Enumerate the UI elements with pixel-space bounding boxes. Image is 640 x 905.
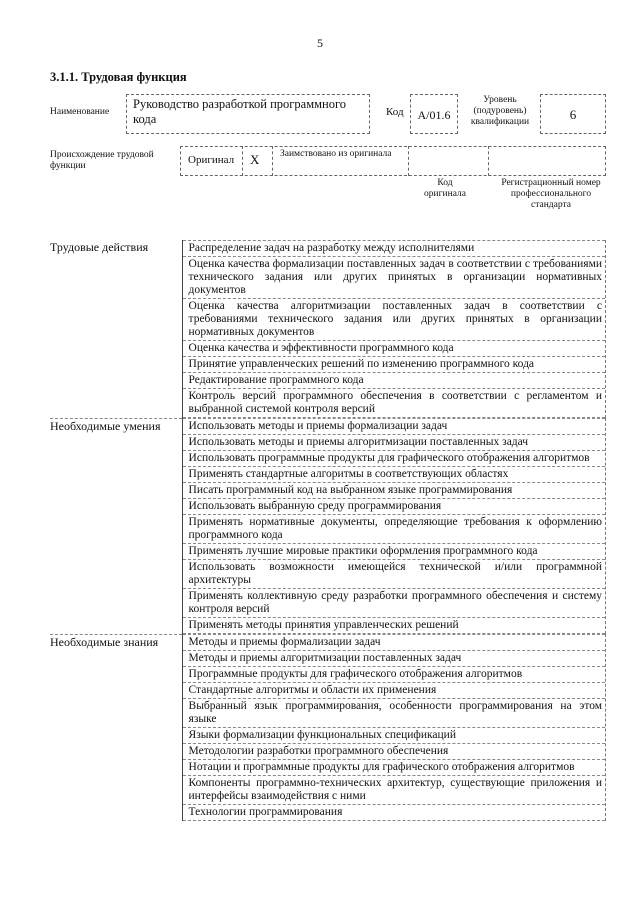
code-label: Код xyxy=(386,106,404,118)
table-cell: Распределение задач на разработку между исполнителями xyxy=(183,240,605,257)
section-title-cell: Трудовые действия xyxy=(50,240,149,254)
name-label: Наименование xyxy=(50,107,110,117)
section-items xyxy=(182,634,606,821)
original-mark: X xyxy=(250,152,260,167)
origin-divider xyxy=(272,146,273,176)
original-label: Оригинал xyxy=(188,154,235,166)
table-section xyxy=(50,634,606,821)
origin-divider xyxy=(408,146,409,176)
table-cell: Принятие управленческих решений по изменению программного кода xyxy=(183,357,605,373)
section-title-cell: Необходимые знания xyxy=(50,634,182,821)
table-cell: Применять стандартные алгоритмы в соответствующих областях xyxy=(183,467,605,483)
section-title-cell: Необходимые умения xyxy=(50,418,182,634)
origin-divider xyxy=(488,146,489,176)
origin-label: Происхождение трудовой функции xyxy=(50,150,154,171)
table-cell: Применять лучшие мировые практики оформления программного кода xyxy=(183,544,605,560)
table-cell: Применять нормативные документы, определяющие требования к оформлению программного кода xyxy=(183,515,605,544)
table-cell: Методологии разработки программного обеспечения xyxy=(183,744,605,760)
table-cell: Писать программный код на выбранном языке программирования xyxy=(183,483,605,499)
table-cell: Оценка качества и эффективности программного кода xyxy=(183,341,605,357)
page-number: 5 xyxy=(317,36,323,50)
code-original-label: Код оригинала xyxy=(424,178,466,199)
table-cell: Использовать методы и приемы формализации задач xyxy=(183,418,605,435)
table-cell: Стандартные алгоритмы и области их применения xyxy=(183,683,605,699)
qualification-level-label: Уровень (подуровень) квалификации xyxy=(470,95,530,127)
table-cell: Использовать методы и приемы алгоритмизации поставленных задач xyxy=(183,435,605,451)
table-cell: Использовать выбранную среду программирования xyxy=(183,499,605,515)
table-cell: Контроль версий программного обеспечения в соответствии с регламентом и выбранной системой контроля версий xyxy=(183,389,605,418)
table-cell: Технологии программирования xyxy=(183,805,605,821)
table-cell: Языки формализации функциональных спецификаций xyxy=(183,728,605,744)
table-cell: Компоненты программно-технических архитектур, существующие приложения и интерфейсы взаимодействия с ними xyxy=(183,776,605,805)
function-name-field: Руководство разработкой программного кода xyxy=(126,94,370,134)
origin-divider xyxy=(242,146,243,176)
borrowed-label: Заимствовано из оригинала xyxy=(280,149,392,159)
section-items xyxy=(182,240,606,418)
table-cell: Программные продукты для графического отображения алгоритмов xyxy=(183,667,605,683)
table-section xyxy=(50,418,606,634)
competency-table xyxy=(50,240,606,821)
code-field: А/01.6 xyxy=(410,94,458,134)
table-cell: Применять коллективную среду разработки программного обеспечения и систему контроля версий xyxy=(183,589,605,618)
table-cell: Использовать программные продукты для графического отображения алгоритмов xyxy=(183,451,605,467)
table-cell: Использовать возможности имеющейся технической и/или программной архитектуры xyxy=(183,560,605,589)
table-section xyxy=(50,240,606,418)
table-cell: Методы и приемы формализации задач xyxy=(183,634,605,651)
table-cell: Применять методы принятия управленческих решений xyxy=(183,618,605,634)
table-cell: Редактирование программного кода xyxy=(183,373,605,389)
qualification-level-field: 6 xyxy=(540,94,606,134)
table-cell: Нотации и программные продукты для графического отображения алгоритмов xyxy=(183,760,605,776)
section-items xyxy=(182,418,606,634)
table-cell: Оценка качества алгоритмизации поставленных задач в соответствии с требованиями технического задания или других принятых в организации нормативных документов xyxy=(183,299,605,341)
section-title: 3.1.1. Трудовая функция xyxy=(50,70,187,84)
table-cell: Выбранный язык программирования, особенности программирования на этом языке xyxy=(183,699,605,728)
table-cell: Методы и приемы алгоритмизации поставленных задач xyxy=(183,651,605,667)
registration-number-label: Регистрационный номер профессионального стандарта xyxy=(501,178,601,210)
table-cell: Оценка качества формализации поставленных задач в соответствии с требованиями технического задания или других принятых в организации нормативных документов xyxy=(183,257,605,299)
